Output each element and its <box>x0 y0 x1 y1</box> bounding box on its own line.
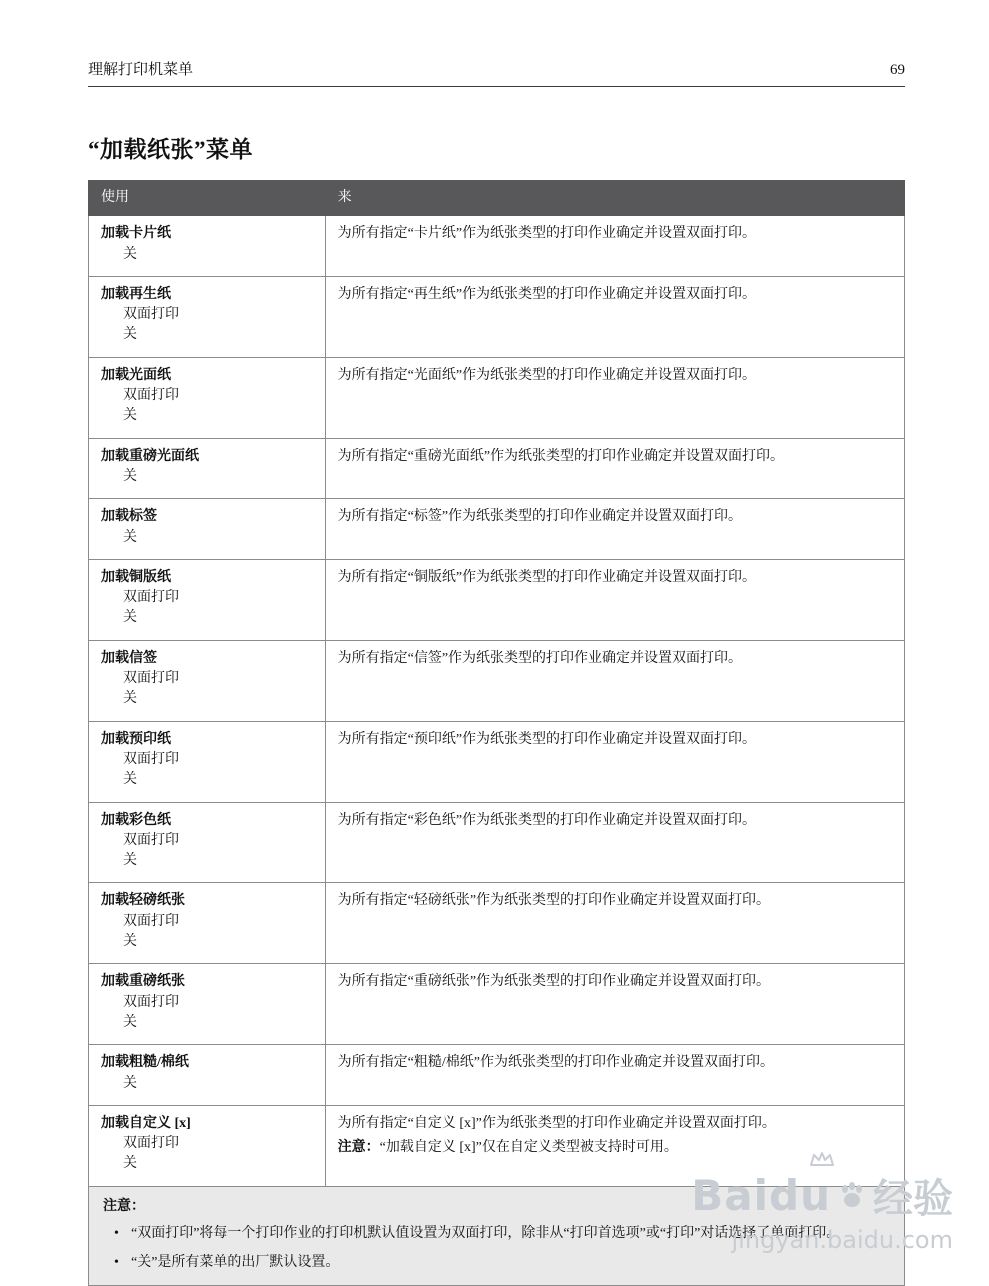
use-cell <box>89 1105 326 1186</box>
menu-item-name: 加载信签 <box>101 650 157 666</box>
menu-item-name: 加载铜版纸 <box>101 569 171 585</box>
crown-icon <box>809 1151 835 1167</box>
menu-item-option: 关 <box>123 468 137 484</box>
menu-item-option: 双面打印 <box>123 1136 179 1152</box>
use-cell <box>89 883 326 964</box>
table-row <box>89 216 905 277</box>
table-row <box>89 559 905 640</box>
menu-item-name: 加载再生纸 <box>101 286 171 302</box>
column-header-use: 使用 <box>89 181 326 216</box>
menu-item-option: 双面打印 <box>123 671 179 687</box>
menu-item-description: 为所有指定“自定义 [x]”作为纸张类型的打印作业确定并设置双面打印。 <box>337 1115 776 1131</box>
menu-item-note: 注意：“加载自定义 [x]”仅在自定义类型被支持时可用。 <box>337 1140 678 1156</box>
menu-item-name: 加载重磅光面纸 <box>101 448 199 464</box>
page-number: 69 <box>890 62 905 78</box>
watermark-suffix-text: 经验 <box>873 1176 953 1222</box>
use-cell <box>89 357 326 438</box>
menu-item-option: 关 <box>123 772 137 788</box>
watermark-brand-text: Baidu <box>691 1171 831 1220</box>
paper-menu-table <box>88 180 905 1187</box>
menu-item-name: 加载自定义 [x] <box>101 1115 191 1131</box>
use-cell <box>89 964 326 1045</box>
menu-item-description: 为所有指定“标签”作为纸张类型的打印作业确定并设置双面打印。 <box>337 509 743 525</box>
menu-item-description: 为所有指定“光面纸”作为纸张类型的打印作业确定并设置双面打印。 <box>337 367 757 383</box>
menu-item-name: 加载预印纸 <box>101 731 171 747</box>
menu-item-description: 为所有指定“轻磅纸张”作为纸张类型的打印作业确定并设置双面打印。 <box>337 893 771 909</box>
description-cell <box>325 438 904 499</box>
menu-item-description: 为所有指定“粗糙/棉纸”作为纸张类型的打印作业确定并设置双面打印。 <box>337 1055 774 1071</box>
note-item: • “关”是所有菜单的出厂默认设置。 <box>103 1252 890 1273</box>
menu-item-name: 加载重磅纸张 <box>101 974 185 990</box>
paper-menu-table-body <box>89 216 905 1186</box>
menu-item-option: 关 <box>123 529 137 545</box>
menu-item-name: 加载粗糙/棉纸 <box>101 1055 189 1071</box>
menu-item-option: 双面打印 <box>123 994 179 1010</box>
table-row <box>89 499 905 560</box>
running-header: 理解打印机菜单 <box>88 62 194 78</box>
menu-item-option: 关 <box>123 691 137 707</box>
note-item: • “双面打印”将每一个打印作业的打印机默认值设置为双面打印，除非从“打印首选项”或“打印”对话选择了单面打印。 <box>103 1223 890 1244</box>
description-cell <box>325 640 904 721</box>
description-cell <box>325 559 904 640</box>
menu-item-option: 关 <box>123 610 137 626</box>
description-cell <box>325 721 904 802</box>
use-cell <box>89 438 326 499</box>
menu-item-description: 为所有指定“重磅光面纸”作为纸张类型的打印作业确定并设置双面打印。 <box>337 448 785 464</box>
table-row <box>89 802 905 883</box>
watermark-url: jingyan.baidu.com <box>731 1226 953 1254</box>
menu-item-name: 加载彩色纸 <box>101 812 171 828</box>
menu-item-name: 加载卡片纸 <box>101 226 171 242</box>
menu-item-option: 关 <box>123 1075 137 1091</box>
description-cell <box>325 883 904 964</box>
menu-item-option: 关 <box>123 934 137 950</box>
table-row <box>89 721 905 802</box>
table-header-row <box>89 181 905 216</box>
table-row <box>89 357 905 438</box>
menu-item-option: 双面打印 <box>123 307 179 323</box>
table-row <box>89 640 905 721</box>
description-cell <box>325 276 904 357</box>
menu-item-description: 为所有指定“再生纸”作为纸张类型的打印作业确定并设置双面打印。 <box>337 286 757 302</box>
use-cell <box>89 216 326 277</box>
menu-item-option: 双面打印 <box>123 751 179 767</box>
paw-icon <box>837 1181 867 1211</box>
use-cell <box>89 559 326 640</box>
baidu-watermark <box>691 1167 953 1254</box>
description-cell <box>325 499 904 560</box>
menu-item-option: 关 <box>123 408 137 424</box>
use-cell <box>89 802 326 883</box>
menu-item-option: 双面打印 <box>123 913 179 929</box>
use-cell <box>89 640 326 721</box>
description-cell <box>325 802 904 883</box>
use-cell <box>89 499 326 560</box>
table-row <box>89 964 905 1045</box>
menu-item-option: 关 <box>123 246 137 262</box>
menu-item-option: 关 <box>123 1014 137 1030</box>
menu-item-option: 双面打印 <box>123 832 179 848</box>
description-cell <box>325 964 904 1045</box>
use-cell <box>89 721 326 802</box>
menu-item-description: 为所有指定“重磅纸张”作为纸张类型的打印作业确定并设置双面打印。 <box>337 974 771 990</box>
paper-menu-table-head <box>89 181 905 216</box>
use-cell <box>89 1045 326 1106</box>
menu-item-option: 关 <box>123 327 137 343</box>
description-cell <box>325 216 904 277</box>
column-header-to: 来 <box>325 181 904 216</box>
menu-item-description: 为所有指定“铜版纸”作为纸张类型的打印作业确定并设置双面打印。 <box>337 569 757 585</box>
menu-item-option: 双面打印 <box>123 388 179 404</box>
table-row <box>89 1045 905 1106</box>
description-cell <box>325 1045 904 1106</box>
section-title: “加载纸张”菜单 <box>88 137 253 162</box>
menu-item-name: 加载光面纸 <box>101 367 171 383</box>
table-row <box>89 438 905 499</box>
menu-item-name: 加载标签 <box>101 509 157 525</box>
menu-item-option: 关 <box>123 1156 137 1172</box>
menu-item-option: 关 <box>123 853 137 869</box>
table-row <box>89 276 905 357</box>
table-row <box>89 883 905 964</box>
menu-item-description: 为所有指定“彩色纸”作为纸张类型的打印作业确定并设置双面打印。 <box>337 812 757 828</box>
watermark-brand-row <box>691 1167 953 1224</box>
menu-item-description: 为所有指定“预印纸”作为纸张类型的打印作业确定并设置双面打印。 <box>337 731 757 747</box>
menu-item-description: 为所有指定“卡片纸”作为纸张类型的打印作业确定并设置双面打印。 <box>337 226 757 242</box>
menu-item-description: 为所有指定“信签”作为纸张类型的打印作业确定并设置双面打印。 <box>337 650 743 666</box>
description-cell <box>325 357 904 438</box>
use-cell <box>89 276 326 357</box>
page-header <box>88 0 905 87</box>
notes-title: 注意： <box>103 1198 145 1214</box>
menu-item-name: 加载轻磅纸张 <box>101 893 185 909</box>
menu-item-option: 双面打印 <box>123 590 179 606</box>
